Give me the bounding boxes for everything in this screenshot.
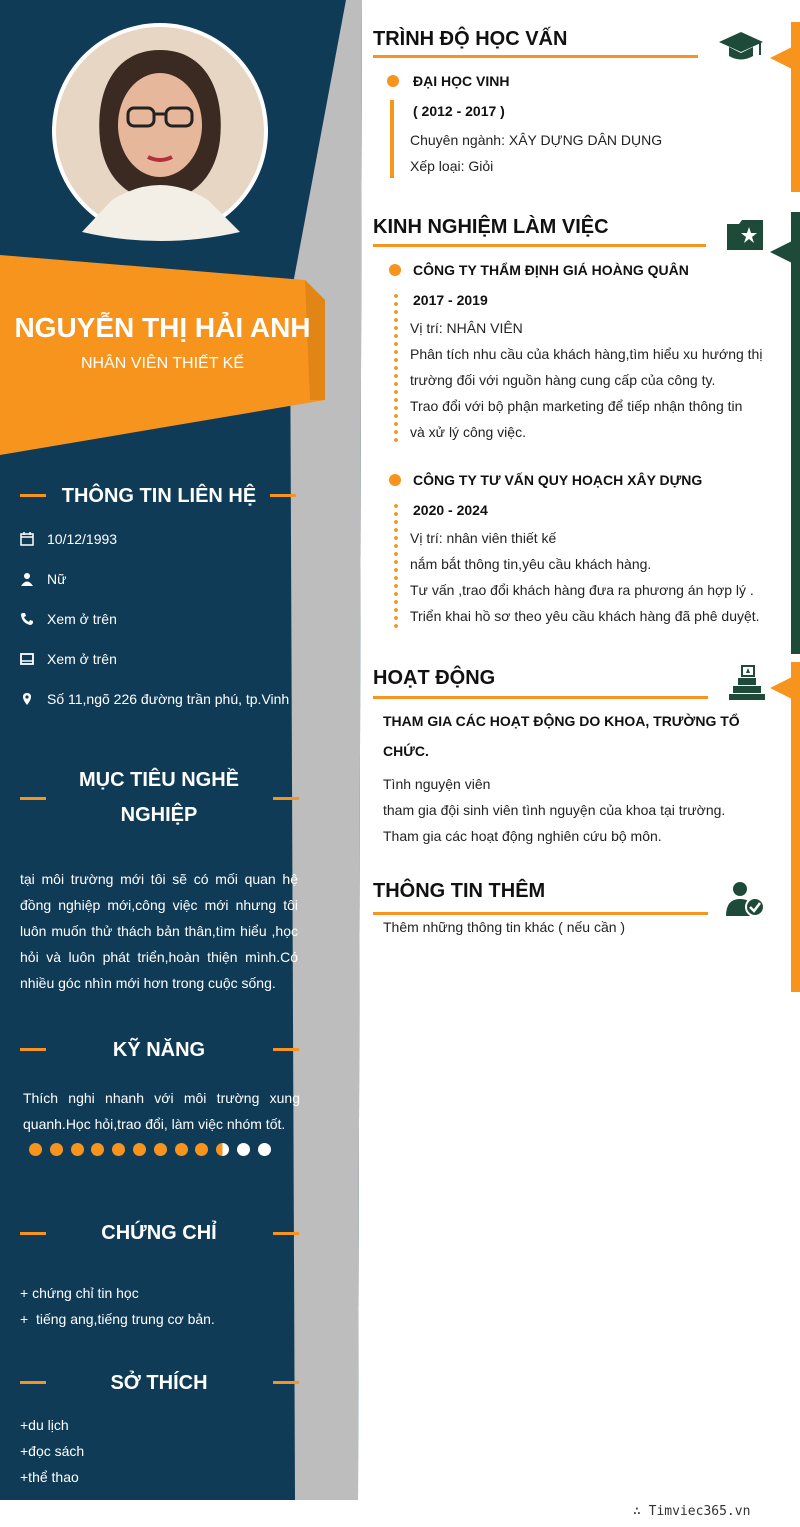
skill-rating-dot [195, 1143, 208, 1156]
job-company: CÔNG TY THẨM ĐỊNH GIÁ HOÀNG QUÂN [413, 262, 689, 278]
skills-text: Thích nghi nhanh với môi trường xung quanh.Học hỏi,trao đổi, làm việc nhóm tốt. [23, 1090, 300, 1132]
skill-rating-dot [133, 1143, 146, 1156]
objective-title-line2: NGHIỆP [120, 804, 198, 826]
contact-birthday: 10/12/1993 [47, 531, 118, 547]
job-period: 2017 - 2019 [413, 292, 488, 308]
job-line: trường đối với nguồn hàng cung cấp của công ty. [410, 372, 716, 388]
skill-rating [29, 1143, 279, 1157]
activities-heading: CHỨC. [383, 743, 429, 759]
hobby-item: +du lịch [20, 1417, 69, 1433]
job-line: Vị trí: nhân viên thiết kế [410, 530, 557, 546]
activities-title: HOẠT ĐỘNG [373, 667, 496, 689]
calendar-icon [20, 532, 34, 546]
user-icon [20, 572, 34, 586]
podium-icon [727, 664, 767, 702]
watermark: ∴ Timviec365.vn [633, 1504, 751, 1519]
activity-line: tham gia đội sinh viên tình nguyện của khoa tại trường. [383, 802, 726, 818]
activity-line: Tham gia các hoạt động nghiên cứu bộ môn. [383, 828, 662, 844]
contact-gender: Nữ [47, 571, 67, 587]
education-title: TRÌNH ĐỘ HỌC VẤN [373, 28, 568, 50]
hobby-item: +thể thao [20, 1469, 79, 1485]
experience-title: KINH NGHIỆM LÀM VIỆC [373, 216, 609, 238]
education-grade: Xếp loại: Giỏi [410, 158, 494, 174]
education-period: ( 2012 - 2017 ) [413, 103, 505, 119]
job-line: Trao đổi với bộ phận marketing để tiếp nhận thông tin [410, 398, 743, 414]
profile-name: NGUYỄN THỊ HẢI ANH [14, 312, 311, 343]
skill-rating-dot [216, 1143, 229, 1156]
objective-title-line1: MỤC TIÊU NGHỀ [79, 769, 239, 791]
skill-rating-dot [154, 1143, 167, 1156]
certificate-item: + chứng chỉ tin học [20, 1285, 139, 1301]
job-line: Vị trí: NHÂN VIÊN [410, 320, 523, 336]
additional-text: Thêm những thông tin khác ( nếu cần ) [383, 919, 626, 935]
hobby-item: +đọc sách [20, 1443, 85, 1459]
skill-rating-dot [29, 1143, 42, 1156]
edge-tab-green [791, 212, 800, 654]
skill-rating-dot [71, 1143, 84, 1156]
email-icon [20, 652, 34, 666]
graduation-cap-icon [718, 30, 764, 64]
briefcase-star-icon [725, 218, 765, 252]
job-line: Tư vấn ,trao đổi khách hàng đưa ra phương án hợp lý . [410, 582, 754, 598]
skill-rating-dot [258, 1143, 271, 1156]
education-major: Chuyên ngành: XÂY DỰNG DÂN DỤNG [410, 132, 663, 148]
skills-title: KỸ NĂNG [112, 1039, 206, 1061]
contact-phone: Xem ở trên [47, 611, 117, 627]
job-line: Triển khai hồ sơ theo yêu cầu khách hàng đã phê duyệt. [410, 608, 760, 624]
certificates-title: CHỨNG CHỈ [101, 1222, 217, 1244]
objective-text: tại môi trường mới tôi sẽ có mối quan hệ đồng nghiệp mới,công việc mới nhưng tôi luôn muốn thử thách bản thân,tìm hiểu ,học hỏi và luôn phát triển,hoàn thiện mình.Có nhiều góc nhìn mới hơn trong cuộc sống. [20, 871, 298, 991]
job-period: 2020 - 2024 [413, 502, 488, 518]
user-check-icon [724, 880, 766, 918]
contact-email: Xem ở trên [47, 651, 117, 667]
activity-line: Tình nguyện viên [383, 776, 491, 792]
contact-address: Số 11,ngõ 226 đường trần phú, tp.Vinh [47, 691, 290, 707]
skill-rating-dot [237, 1143, 250, 1156]
hobbies-title: SỞ THÍCH [110, 1372, 208, 1394]
activities-heading: THAM GIA CÁC HOẠT ĐỘNG DO KHOA, TRƯỜNG TỔ [383, 713, 740, 729]
profile-position: NHÂN VIÊN THIẾT KẾ [81, 355, 244, 372]
job-line: nắm bắt thông tin,yêu cầu khách hàng. [410, 556, 652, 572]
edge-tab-orange [791, 22, 800, 192]
skill-rating-dot [91, 1143, 104, 1156]
additional-title: THÔNG TIN THÊM [373, 880, 546, 902]
job-company: CÔNG TY TƯ VẤN QUY HOẠCH XÂY DỰNG [413, 472, 703, 488]
job-line: Phân tích nhu cầu của khách hàng,tìm hiểu xu hướng thị [410, 346, 763, 362]
skill-rating-dot [50, 1143, 63, 1156]
contact-title: THÔNG TIN LIÊN HỆ [61, 485, 257, 507]
education-school: ĐẠI HỌC VINH [413, 73, 510, 89]
certificate-item: + tiếng ang,tiếng trung cơ bản. [20, 1311, 215, 1327]
job-line: và xử lý công việc. [410, 424, 526, 440]
skill-rating-dot [112, 1143, 125, 1156]
location-pin-icon [20, 692, 34, 706]
skill-rating-dot [175, 1143, 188, 1156]
edge-tab-orange [791, 662, 800, 992]
phone-icon [20, 612, 34, 626]
